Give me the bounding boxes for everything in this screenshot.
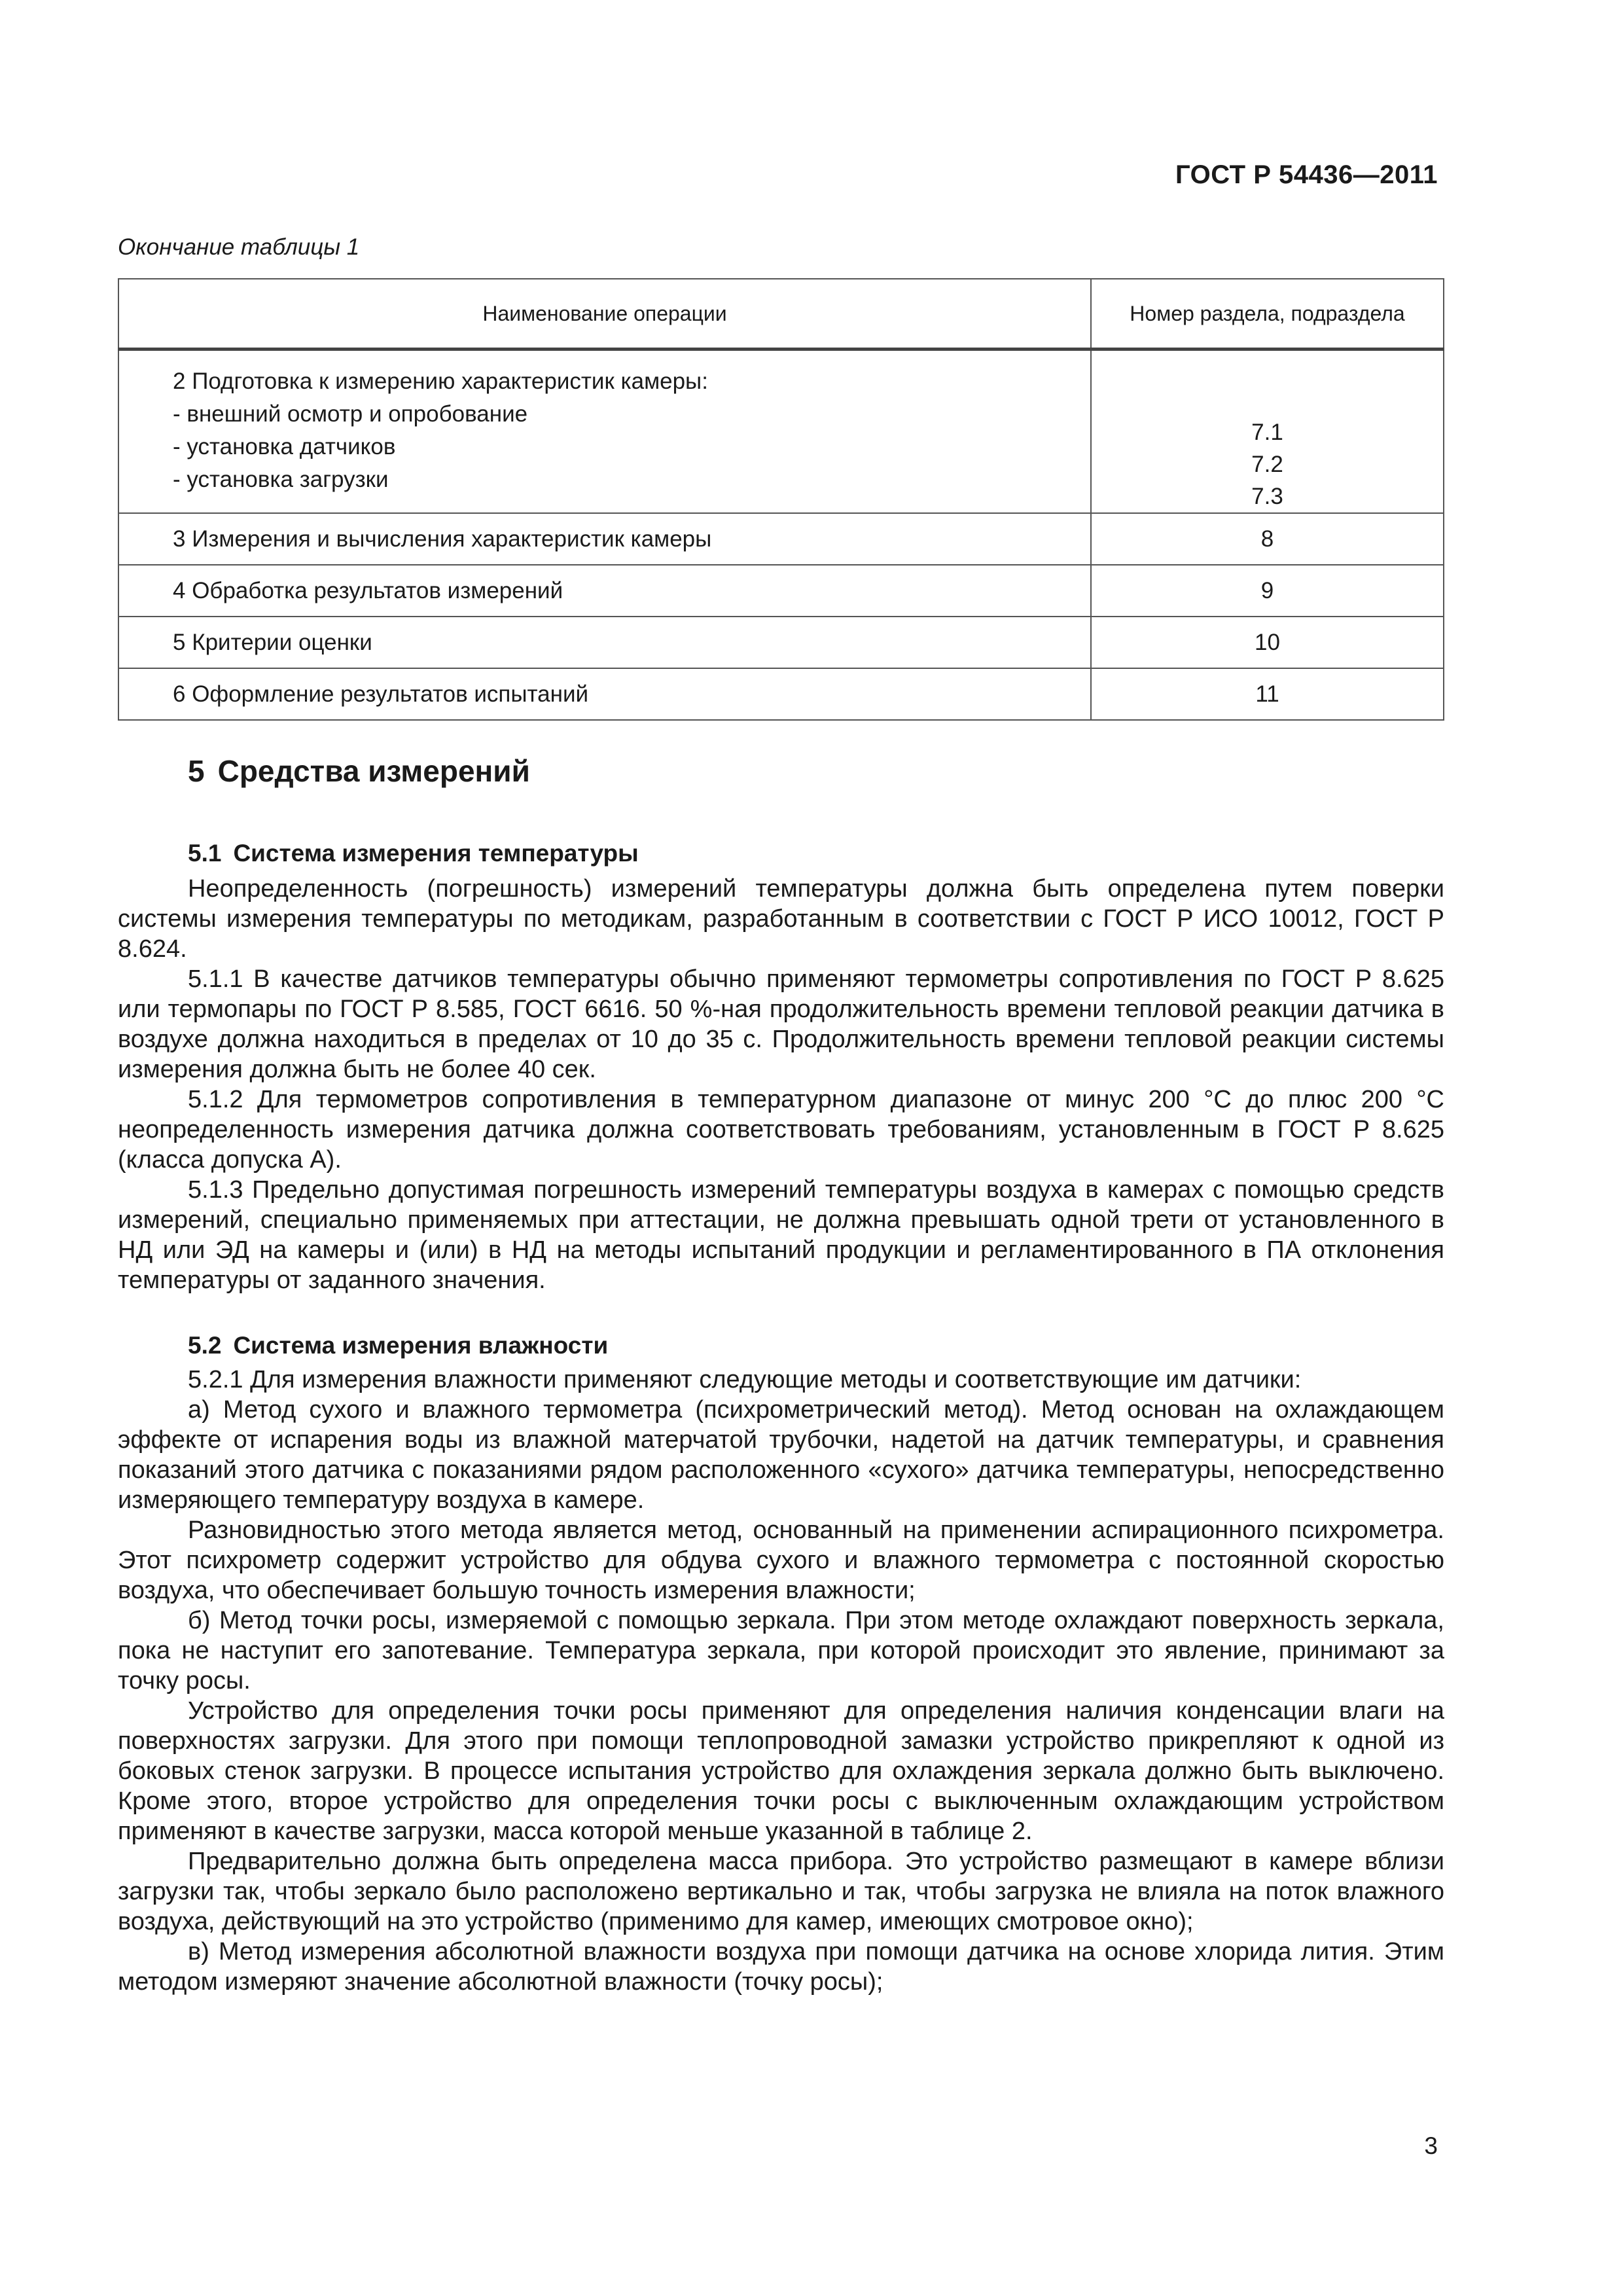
section-number-cell: 8 [1091, 513, 1444, 565]
subsection-number: 5.1 [188, 840, 222, 867]
table-header-row [118, 279, 1444, 350]
table-row [118, 668, 1444, 720]
paragraph: Предварительно должна быть определена масса прибора. Это устройство размещают в камере вблизи загрузки так, чтобы зеркало было расположено вертикально и так, чтобы загрузка не влияла на поток влажного воздуха, действующий на это устройство (применимо для камер, имеющих смотровое окно); [118, 1848, 1444, 1935]
section-number-cell [1091, 350, 1444, 514]
operation-cell: 3 Измерения и вычисления характеристик камеры [118, 513, 1091, 565]
paragraph: Неопределенность (погрешность) измерений температуры должна быть определена путем поверки системы измерения температуры по методикам, разработанным в соответствии с ГОСТ Р ИСО 10012, ГОСТ Р 8.624. [118, 875, 1444, 963]
text-block-humidity [118, 1365, 1444, 1997]
paragraph: а) Метод сухого и влажного термометра (психрометрический метод). Метод основан на охлаждающем эффекте от испарения воды из влажной матерчатой трубочки, надетой на датчик температуры, и сравнения показаний этого датчика с показаниями рядом расположенного «сухого» датчика температуры, непосредственно измеряющего температуру воздуха в камере. [118, 1396, 1444, 1514]
paragraph: 5.1.1 В качестве датчиков температуры обычно применяют термометры сопротивления по ГОСТ Р 8.625 или термопары по ГОСТ Р 8.585, ГОСТ 6616. 50 %-ная продолжительность времени тепловой реакции датчика в воздухе должна находиться в пределах от 10 до 35 с. Продолжительность времени тепловой реакции системы измерения должна быть не более 40 сек. [118, 965, 1444, 1083]
subsection-number: 5.2 [188, 1332, 222, 1359]
operation-line: - установка загрузки [173, 467, 389, 492]
section-title-text: Средства измерений [217, 754, 530, 788]
paragraph: Разновидностью этого метода является метод, основанный на применении аспирационного психрометра. Этот психрометр содержит устройство для обдува сухого и влажного термометра с постоянной скоростью воздуха, что обеспечивает большую точность измерения влажности; [118, 1516, 1444, 1604]
section-number: 5 [188, 754, 205, 788]
table-caption: Окончание таблицы 1 [118, 234, 360, 260]
subsection-heading-5-1 [188, 840, 639, 867]
paragraph: Устройство для определения точки росы применяют для определения наличия конденсации влаги на поверхностях загрузки. Для этого при помощи теплопроводной замазки устройство прикрепляют к одной из боковых стенок загрузки. В процессе испытания устройство для охлаждения зеркала должно быть выключено. Кроме этого, второе устройство для определения точки росы с выключенным охлаждающим устройством применяют в качестве загрузки, масса которой меньше указанной в таблице 2. [118, 1697, 1444, 1845]
operation-cell: 5 Критерии оценки [118, 617, 1091, 668]
paragraph: в) Метод измерения абсолютной влажности воздуха при помощи датчика на основе хлорида лития. Этим методом измеряют значение абсолютной влажности (точку росы); [118, 1938, 1444, 1996]
operation-cell: 6 Оформление результатов испытаний [118, 668, 1091, 720]
subsection-heading-5-2 [188, 1332, 608, 1359]
section-number-cell: 11 [1091, 668, 1444, 720]
section-number-cell: 10 [1091, 617, 1444, 668]
operation-line: - установка датчиков [173, 434, 396, 459]
paragraph: 5.1.2 Для термометров сопротивления в температурном диапазоне от минус 200 °С до плюс 200 °С неопределенность измерения датчика должна соответствовать требованиям, установленным в ГОСТ Р 8.625 (класса допуска А). [118, 1086, 1444, 1174]
column-header-section: Номер раздела, подраздела [1091, 279, 1444, 350]
subsection-title: Система измерения температуры [233, 840, 639, 867]
document-code: ГОСТ Р 54436—2011 [1175, 160, 1438, 189]
operation-line: - внешний осмотр и опробование [173, 401, 528, 427]
operations-table [118, 278, 1444, 721]
page-number: 3 [1424, 2132, 1438, 2159]
operation-line: 2 Подготовка к измерению характеристик камеры: [173, 368, 708, 394]
text-block-temperature [118, 874, 1444, 1295]
operation-cell: 4 Обработка результатов измерений [118, 565, 1091, 617]
section-number: 7.1 [1251, 420, 1283, 445]
column-header-operation: Наименование операции [118, 279, 1091, 350]
section-number: 7.3 [1251, 484, 1283, 509]
table-row [118, 513, 1444, 565]
subsection-title: Система измерения влажности [233, 1332, 609, 1359]
paragraph: б) Метод точки росы, измеряемой с помощью зеркала. При этом методе охлаждают поверхность зеркала, пока не наступит его запотевание. Температура зеркала, при которой происходит это явление, принимают за точку росы. [118, 1607, 1444, 1695]
section-heading [188, 753, 530, 789]
paragraph: 5.2.1 Для измерения влажности применяют следующие методы и соответствующие им датчики: [188, 1366, 1302, 1393]
section-number: 7.2 [1251, 452, 1283, 477]
section-number-cell: 9 [1091, 565, 1444, 617]
table-row [118, 350, 1444, 514]
paragraph: 5.1.3 Предельно допустимая погрешность измерений температуры воздуха в камерах с помощью средств измерений, специально применяемых при аттестации, не должна превышать одной трети от установленного в НД или ЭД на камеры и (или) в НД на методы испытаний продукции и регламентированного в ПА отклонения температуры от заданного значения. [118, 1176, 1444, 1294]
table-row [118, 617, 1444, 668]
table-row [118, 565, 1444, 617]
operation-cell [118, 350, 1091, 514]
